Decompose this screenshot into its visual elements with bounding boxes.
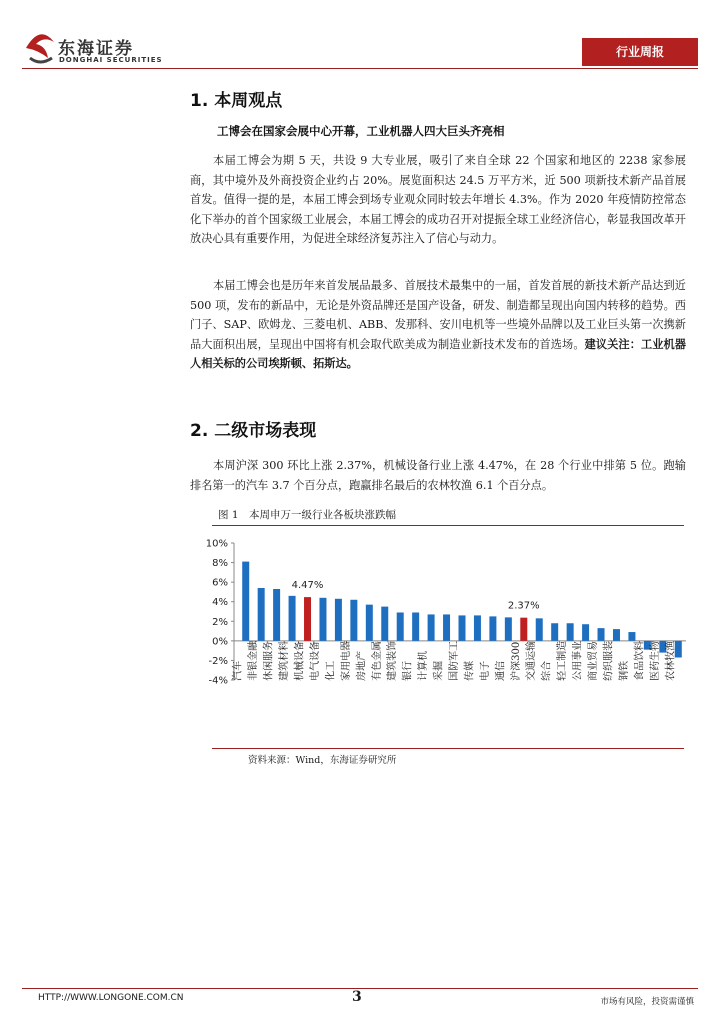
x-tick-label: 医药生物	[649, 640, 661, 681]
bar	[242, 562, 249, 641]
company-logo	[22, 28, 182, 72]
bar	[489, 616, 496, 640]
section1-paragraph2-text: 本届工博会也是历年来首发展品最多、首展技术最集中的一届，首发首展的新技术新产品达到近 500 项，发布的新品中，无论是外资品牌还是国产设备，研发、制造都呈现出向国内转移的趋势。西门子、SAP、欧姆龙、三菱电机、ABB、发那科、安川电机等一些境外品牌以及工业巨头第一次携新品大面积出展，呈现出中国将有机会取代欧美成为制造业新技术发布的首选场。	[190, 279, 686, 351]
bar	[366, 605, 373, 641]
bar	[520, 618, 527, 641]
y-tick-label: -4%	[208, 675, 228, 687]
footer-url[interactable]: HTTP://WWW.LONGONE.COM.CN	[38, 993, 184, 1003]
bar	[474, 615, 481, 640]
y-tick-label: 8%	[212, 558, 228, 570]
x-tick-label: 电子	[479, 660, 491, 681]
x-tick-label: 综合	[541, 660, 553, 681]
x-tick-label: 农林牧渔	[665, 640, 677, 681]
section2-paragraph: 本周沪深 300 环比上涨 2.37%，机械设备行业上涨 4.47%，在 28 个行业中排第 5 位。跑输排名第一的汽车 3.7 个百分点，跑赢排名最后的农林牧渔 6.1 个百分点。	[190, 459, 686, 492]
y-tick-label: 0%	[212, 636, 228, 648]
footer-disclaimer: 市场有风险，投资需谨慎	[600, 997, 694, 1007]
bar	[551, 623, 558, 641]
x-tick-label: 食品饮料	[634, 640, 646, 681]
x-tick-label: 计算机	[418, 650, 430, 681]
bar	[567, 623, 574, 641]
y-tick-label: 6%	[212, 577, 228, 589]
section1-title: 1. 本周观点	[190, 91, 283, 111]
y-tick-label: 4%	[212, 597, 228, 609]
logo-mark-icon	[22, 28, 58, 68]
caption-divider	[212, 525, 684, 526]
bar	[381, 607, 388, 641]
figure-source: 资料来源：Wind，东海证券研究所	[248, 755, 397, 766]
bar	[397, 612, 404, 640]
bar	[319, 598, 326, 641]
bar	[582, 624, 589, 641]
x-tick-label: 休闲服务	[263, 640, 275, 681]
source-divider	[212, 748, 684, 749]
x-tick-label: 钢铁	[618, 660, 630, 681]
x-tick-label: 建筑装饰	[387, 640, 399, 681]
data-label: 2.37%	[507, 600, 540, 612]
x-tick-label: 沪深300	[510, 641, 522, 681]
x-tick-label: 化工	[325, 660, 337, 681]
bar	[258, 588, 265, 641]
x-tick-label: 家用电器	[340, 640, 352, 681]
x-tick-label: 通信	[495, 660, 507, 681]
x-tick-label: 机械设备	[294, 640, 306, 681]
bar	[412, 612, 419, 640]
bar	[459, 615, 466, 640]
header-divider	[22, 68, 698, 69]
report-type-tag: 行业周报	[582, 38, 698, 66]
x-tick-label: 电气设备	[309, 640, 321, 681]
y-tick-label: -2%	[208, 655, 228, 667]
data-label: 4.47%	[291, 580, 324, 592]
x-tick-label: 有色金属	[371, 640, 383, 681]
x-tick-label: 纺织服装	[603, 640, 615, 681]
x-tick-label: 银行	[402, 660, 414, 681]
x-tick-label: 商业贸易	[588, 640, 600, 681]
bar	[505, 617, 512, 640]
y-tick-label: 2%	[212, 616, 228, 628]
bar	[443, 614, 450, 640]
bar	[350, 600, 357, 641]
industry-returns-chart	[200, 530, 690, 745]
x-tick-label: 轻工制造	[557, 640, 569, 681]
bar	[304, 597, 311, 641]
logo-en: DONGHAI SECURITIES	[59, 56, 163, 64]
figure-caption: 图 1 本周申万一级行业各板块涨跌幅	[218, 509, 397, 521]
section1-subtitle: 工博会在国家会展中心开幕，工业机器人四大巨头齐亮相	[217, 124, 505, 138]
x-tick-label: 公用事业	[572, 640, 584, 681]
bar	[598, 628, 605, 641]
x-tick-label: 非银金融	[248, 640, 260, 681]
page-number: 3	[352, 989, 362, 1005]
bar	[289, 596, 296, 641]
x-tick-label: 采掘	[433, 660, 445, 681]
x-tick-label: 汽车	[232, 660, 244, 681]
x-tick-label: 交通运输	[526, 640, 538, 681]
x-tick-label: 国防军工	[449, 640, 460, 681]
section1-paragraph2	[190, 276, 686, 374]
bar	[536, 618, 543, 641]
logo-cn: 东海证券	[58, 39, 134, 59]
bar	[273, 589, 280, 641]
x-tick-label: 传媒	[464, 660, 476, 681]
x-tick-label: 房地产	[356, 650, 368, 681]
bar	[335, 599, 342, 641]
recommendation-text: 建议关注：工业机器人相关标的公司埃斯顿、拓斯达。	[190, 337, 686, 370]
bar	[628, 632, 635, 641]
bar	[428, 614, 435, 640]
y-tick-label: 10%	[205, 538, 228, 550]
x-tick-label: 建筑材料	[279, 640, 291, 681]
section2-title: 2. 二级市场表现	[190, 421, 317, 441]
bar	[613, 629, 620, 641]
section1-paragraph1: 本届工博会为期 5 天，共设 9 大专业展，吸引了来自全球 22 个国家和地区的 2238 家参展商，其中境外及外商投资企业约占 20%。展览面积达 24.5 万平方米，近 500 项新技术新产品首展首发。值得一提的是，本届工博会到场专业观众同时较去年增长 4.3%。作为 2020 年疫情防控常态化下举办的首个国家级工业展会，本届工博会的成功召开对提振全球工业经济信心，彰显我国改革开放决心具有重要作用，为促进全球经济复苏注入了信心与动力。	[190, 154, 686, 245]
